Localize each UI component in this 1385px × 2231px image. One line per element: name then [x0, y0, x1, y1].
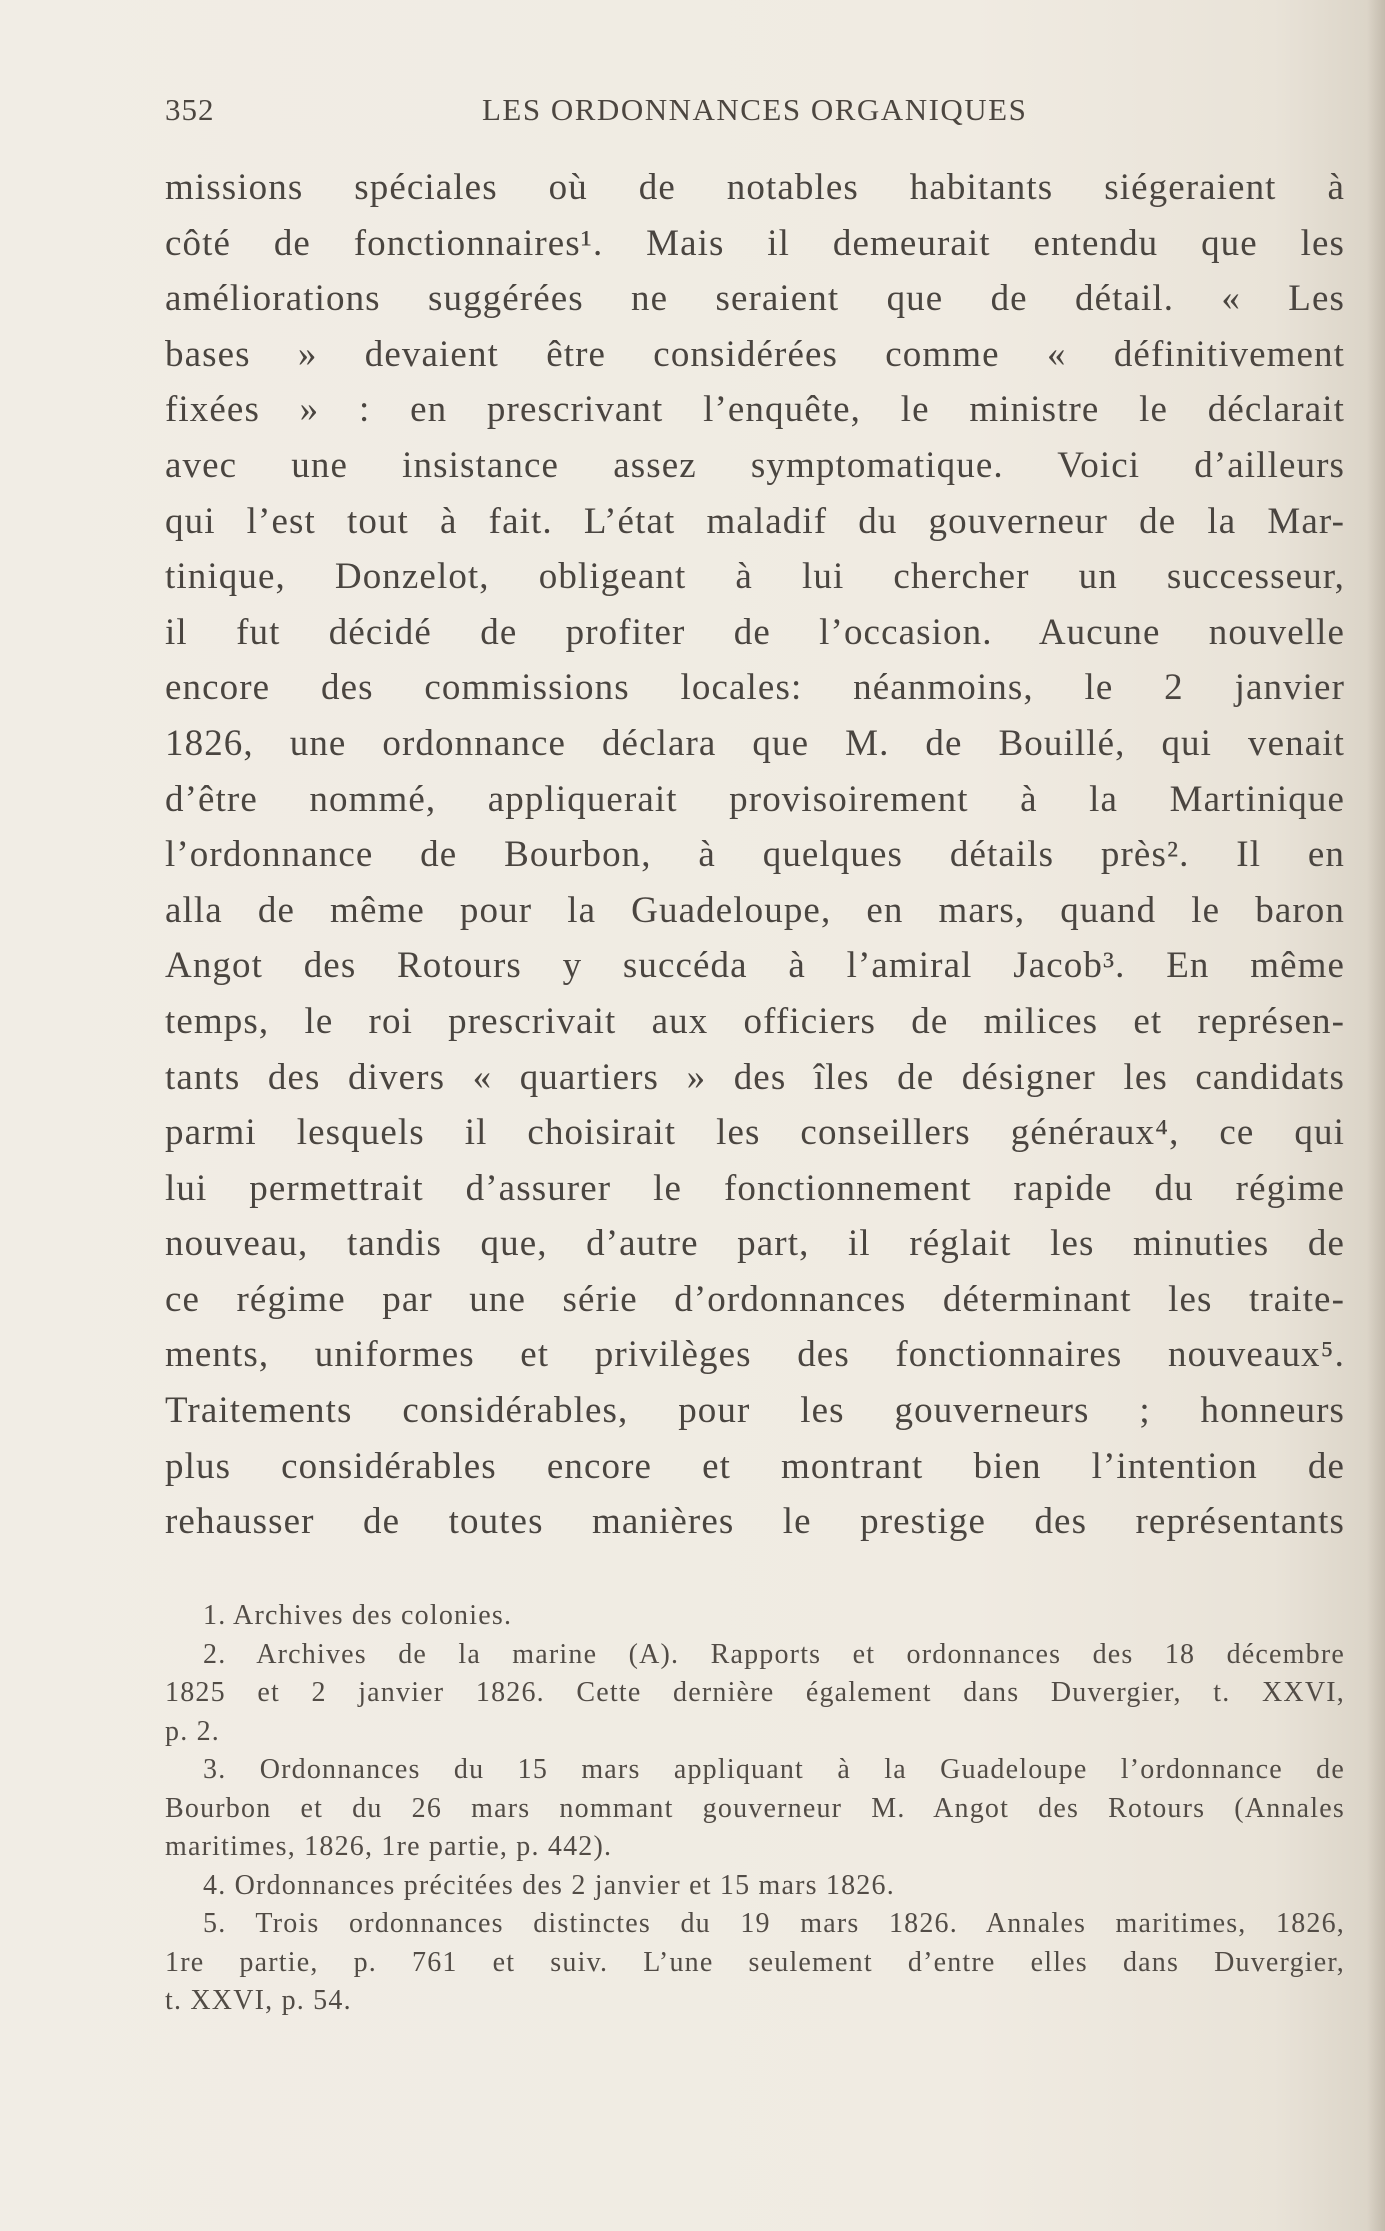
- text-line: tants des divers « quartiers » des îles de désigner les candidats: [165, 1056, 1345, 1098]
- text-line: qui l’est tout à fait. L’état maladif du gouverneur de la Mar-: [165, 500, 1345, 542]
- running-head: [165, 92, 1345, 132]
- footnote-3: 3. Ordonnances du 15 mars appliquant à la Guadeloupe l’ordonnance de: [203, 1754, 1345, 1785]
- text-line: lui permettrait d’assurer le fonctionnement rapide du régime: [165, 1167, 1345, 1209]
- text-line: bases » devaient être considérées comme « définitivement: [165, 333, 1345, 375]
- text-line: l’ordonnance de Bourbon, à quelques détails près². Il en: [165, 834, 1345, 876]
- footnote-1: 1. Archives des colonies.: [203, 1600, 513, 1631]
- footnotes: [165, 1597, 1345, 2021]
- text-line: encore des commissions locales: néanmoins, le 2 janvier: [165, 667, 1345, 709]
- text-line: côté de fonctionnaires¹. Mais il demeurait entendu que les: [165, 222, 1345, 264]
- text-line: 1826, une ordonnance déclara que M. de Bouillé, qui venait: [165, 722, 1345, 764]
- text-line: avec une insistance assez symptomatique. Voici d’ailleurs: [165, 444, 1345, 486]
- footnote-2: 2. Archives de la marine (A). Rapports et ordonnances des 18 décembre: [203, 1638, 1345, 1670]
- page-edge-shadow: [1367, 0, 1385, 2231]
- footnote-3-cont: maritimes, 1826, 1re partie, p. 442).: [165, 1831, 613, 1862]
- text-line: tinique, Donzelot, obligeant à lui chercher un successeur,: [165, 556, 1345, 598]
- text-line: parmi lesquels il choisirait les conseillers généraux⁴, ce qui: [165, 1112, 1345, 1154]
- text-line: temps, le roi prescrivait aux officiers de milices et représen-: [165, 1000, 1345, 1042]
- footnote-3-cont: Bourbon et du 26 mars nommant gouverneur M. Angot des Rotours (Annales: [165, 1792, 1345, 1824]
- text-line: fixées » : en prescrivant l’enquête, le ministre le déclarait: [165, 389, 1345, 431]
- page-number: 352: [165, 92, 215, 127]
- footnote-5: 5. Trois ordonnances distinctes du 19 mars 1826. Annales maritimes, 1826,: [203, 1908, 1345, 1939]
- footnote-5-cont: t. XXVI, p. 54.: [165, 1985, 352, 2016]
- footnote-5-cont: 1re partie, p. 761 et suiv. L’une seulement d’entre elles dans Duvergier,: [165, 1946, 1345, 1978]
- text-line: nouveau, tandis que, d’autre part, il réglait les minuties de: [165, 1223, 1345, 1265]
- text-line: rehausser de toutes manières le prestige des représentants: [165, 1501, 1345, 1543]
- text-line: d’être nommé, appliquerait provisoirement à la Martinique: [165, 778, 1345, 820]
- footnote-4: 4. Ordonnances précitées des 2 janvier et 15 mars 1826.: [203, 1869, 895, 1901]
- text-line: il fut décidé de profiter de l’occasion. Aucune nouvelle: [165, 611, 1345, 653]
- text-line: alla de même pour la Guadeloupe, en mars, quand le baron: [165, 889, 1345, 931]
- footnote-2-cont: 1825 et 2 janvier 1826. Cette dernière également dans Duvergier, t. XXVI,: [165, 1677, 1345, 1708]
- page-title: LES ORDONNANCES ORGANIQUES: [482, 92, 1028, 127]
- text-line: Angot des Rotours y succéda à l’amiral Jacob³. En même: [165, 945, 1345, 987]
- footnote-2-cont: p. 2.: [165, 1715, 220, 1747]
- text-line: améliorations suggérées ne seraient que de détail. « Les: [165, 278, 1345, 320]
- text-line: Traitements considérables, pour les gouverneurs ; honneurs: [165, 1390, 1345, 1432]
- body-text: [165, 160, 1345, 1550]
- text-line: ce régime par une série d’ordonnances déterminant les traite-: [165, 1278, 1345, 1320]
- text-line: plus considérables encore et montrant bien l’intention de: [165, 1445, 1345, 1487]
- text-line: ments, uniformes et privilèges des fonctionnaires nouveaux⁵.: [165, 1334, 1345, 1376]
- text-line: missions spéciales où de notables habitants siégeraient à: [165, 167, 1345, 208]
